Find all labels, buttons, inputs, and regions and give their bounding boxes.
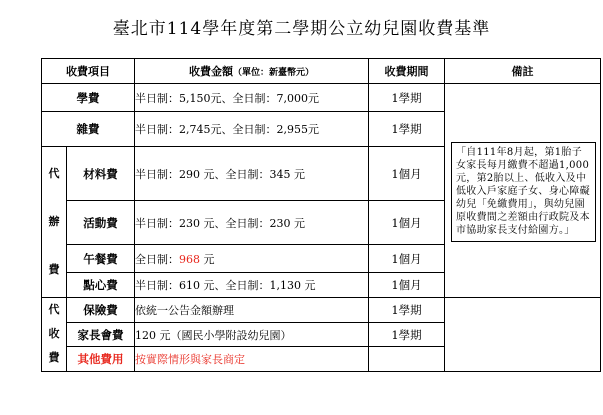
header-note: 備註 — [445, 59, 601, 84]
amount-parents: 120 元（國民小學附設幼兒園） — [135, 323, 369, 347]
item-activity: 活動費 — [67, 201, 135, 245]
page-title: 臺北市114學年度第二學期公立幼兒園收費基準 — [112, 19, 491, 39]
period-snack: 1個月 — [369, 273, 445, 298]
item-misc: 雜費 — [42, 112, 135, 147]
header-item: 收費項目 — [42, 59, 135, 84]
note-cell — [445, 84, 601, 298]
fee-table — [41, 58, 601, 372]
group-agency-collect — [42, 147, 67, 298]
group-char: 辦 — [48, 214, 60, 228]
group-char: 收 — [48, 327, 60, 341]
amount-lunch-prefix: 全日制： — [135, 252, 179, 266]
period-materials: 1個月 — [369, 147, 445, 201]
note-blank — [445, 298, 601, 372]
item-insurance: 保險費 — [67, 298, 135, 323]
header-period: 收費期間 — [369, 59, 445, 84]
note-text: 「自111年8月起，第1胎子女家長每月繳費不超過1,000元，第2胎以上、低收入及中低收入戶家庭子女、身心障礙幼兒「免繳費用」，與幼兒園原收費間之差額由行政院及本市協助家長支付給園方。」 — [451, 142, 596, 242]
table-row — [42, 298, 601, 323]
period-other — [369, 347, 445, 371]
amount-other: 按實際情形與家長商定 — [135, 347, 369, 371]
item-snack: 點心費 — [67, 273, 135, 298]
group-char: 代 — [48, 166, 60, 180]
header-row — [42, 59, 601, 84]
item-other: 其他費用 — [67, 347, 135, 371]
header-amount-unit: （單位：新臺幣元） — [232, 68, 314, 78]
amount-lunch-suffix: 元 — [200, 252, 215, 266]
amount-activity: 半日制：230 元、全日制：230 元 — [135, 201, 369, 245]
period-tuition: 1學期 — [369, 84, 445, 112]
item-lunch: 午餐費 — [67, 245, 135, 273]
group-char: 費 — [48, 351, 60, 365]
amount-lunch — [135, 245, 369, 273]
amount-tuition: 半日制：5,150元、全日制：7,000元 — [135, 84, 369, 112]
amount-misc: 半日制：2,745元、全日制：2,955元 — [135, 112, 369, 147]
header-amount-label: 收費金額 — [188, 65, 233, 78]
amount-insurance: 依統一公告金額辦理 — [135, 298, 369, 323]
period-insurance: 1學期 — [369, 298, 445, 323]
group-agency-receive — [42, 298, 67, 372]
header-amount — [135, 59, 369, 84]
period-activity: 1個月 — [369, 201, 445, 245]
table-row — [42, 84, 601, 112]
item-materials: 材料費 — [67, 147, 135, 201]
item-tuition: 學費 — [42, 84, 135, 112]
period-lunch: 1個月 — [369, 245, 445, 273]
group-char: 代 — [48, 303, 60, 316]
amount-snack: 半日制：610 元、全日制：1,130 元 — [135, 273, 369, 298]
period-parents: 1學期 — [369, 323, 445, 347]
amount-lunch-value: 968 — [179, 252, 200, 266]
period-misc: 1學期 — [369, 112, 445, 147]
group-char: 費 — [48, 263, 60, 277]
amount-materials: 半日制：290 元、全日制：345 元 — [135, 147, 369, 201]
item-parents: 家長會費 — [67, 323, 135, 347]
